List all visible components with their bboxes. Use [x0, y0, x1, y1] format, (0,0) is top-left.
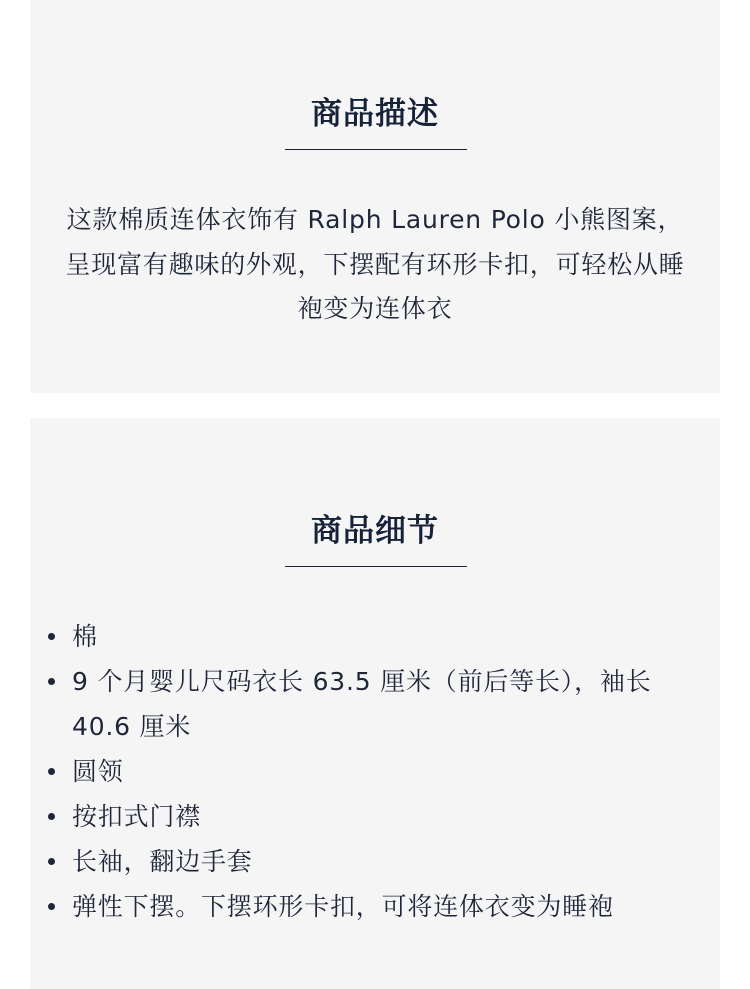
list-item-text: 弹性下摆。下摆环形卡扣，可将连体衣变为睡袍	[72, 892, 614, 921]
list-item	[72, 749, 692, 794]
list-item	[72, 614, 692, 659]
details-title: 商品细节	[311, 512, 439, 549]
list-item-text: 长袖，翻边手套	[72, 847, 253, 876]
bullet-icon	[48, 813, 55, 820]
bullet-icon	[48, 903, 55, 910]
bullet-icon	[48, 858, 55, 865]
bullet-icon	[48, 678, 55, 685]
description-title: 商品描述	[311, 95, 439, 132]
description-text: 这款棉质连体衣饰有 Ralph Lauren Polo 小熊图案，呈现富有趣味的外观，下摆配有环形卡扣，可轻松从睡袍变为连体衣	[65, 205, 685, 323]
list-item-text: 棉	[72, 622, 98, 651]
list-item	[72, 659, 692, 749]
bullet-icon	[48, 768, 55, 775]
bullet-icon	[48, 633, 55, 640]
list-item-text: 圆领	[72, 757, 124, 786]
product-details-card	[30, 418, 720, 989]
details-list	[72, 614, 692, 929]
product-description-card	[30, 0, 720, 393]
description-divider	[285, 149, 467, 150]
list-item-text: 9 个月婴儿尺码衣长 63.5 厘米（前后等长），袖长 40.6 厘米	[72, 667, 652, 741]
list-item	[72, 884, 692, 929]
details-divider	[285, 566, 467, 567]
list-item	[72, 839, 692, 884]
list-item-text: 按扣式门襟	[72, 802, 202, 831]
list-item	[72, 794, 692, 839]
